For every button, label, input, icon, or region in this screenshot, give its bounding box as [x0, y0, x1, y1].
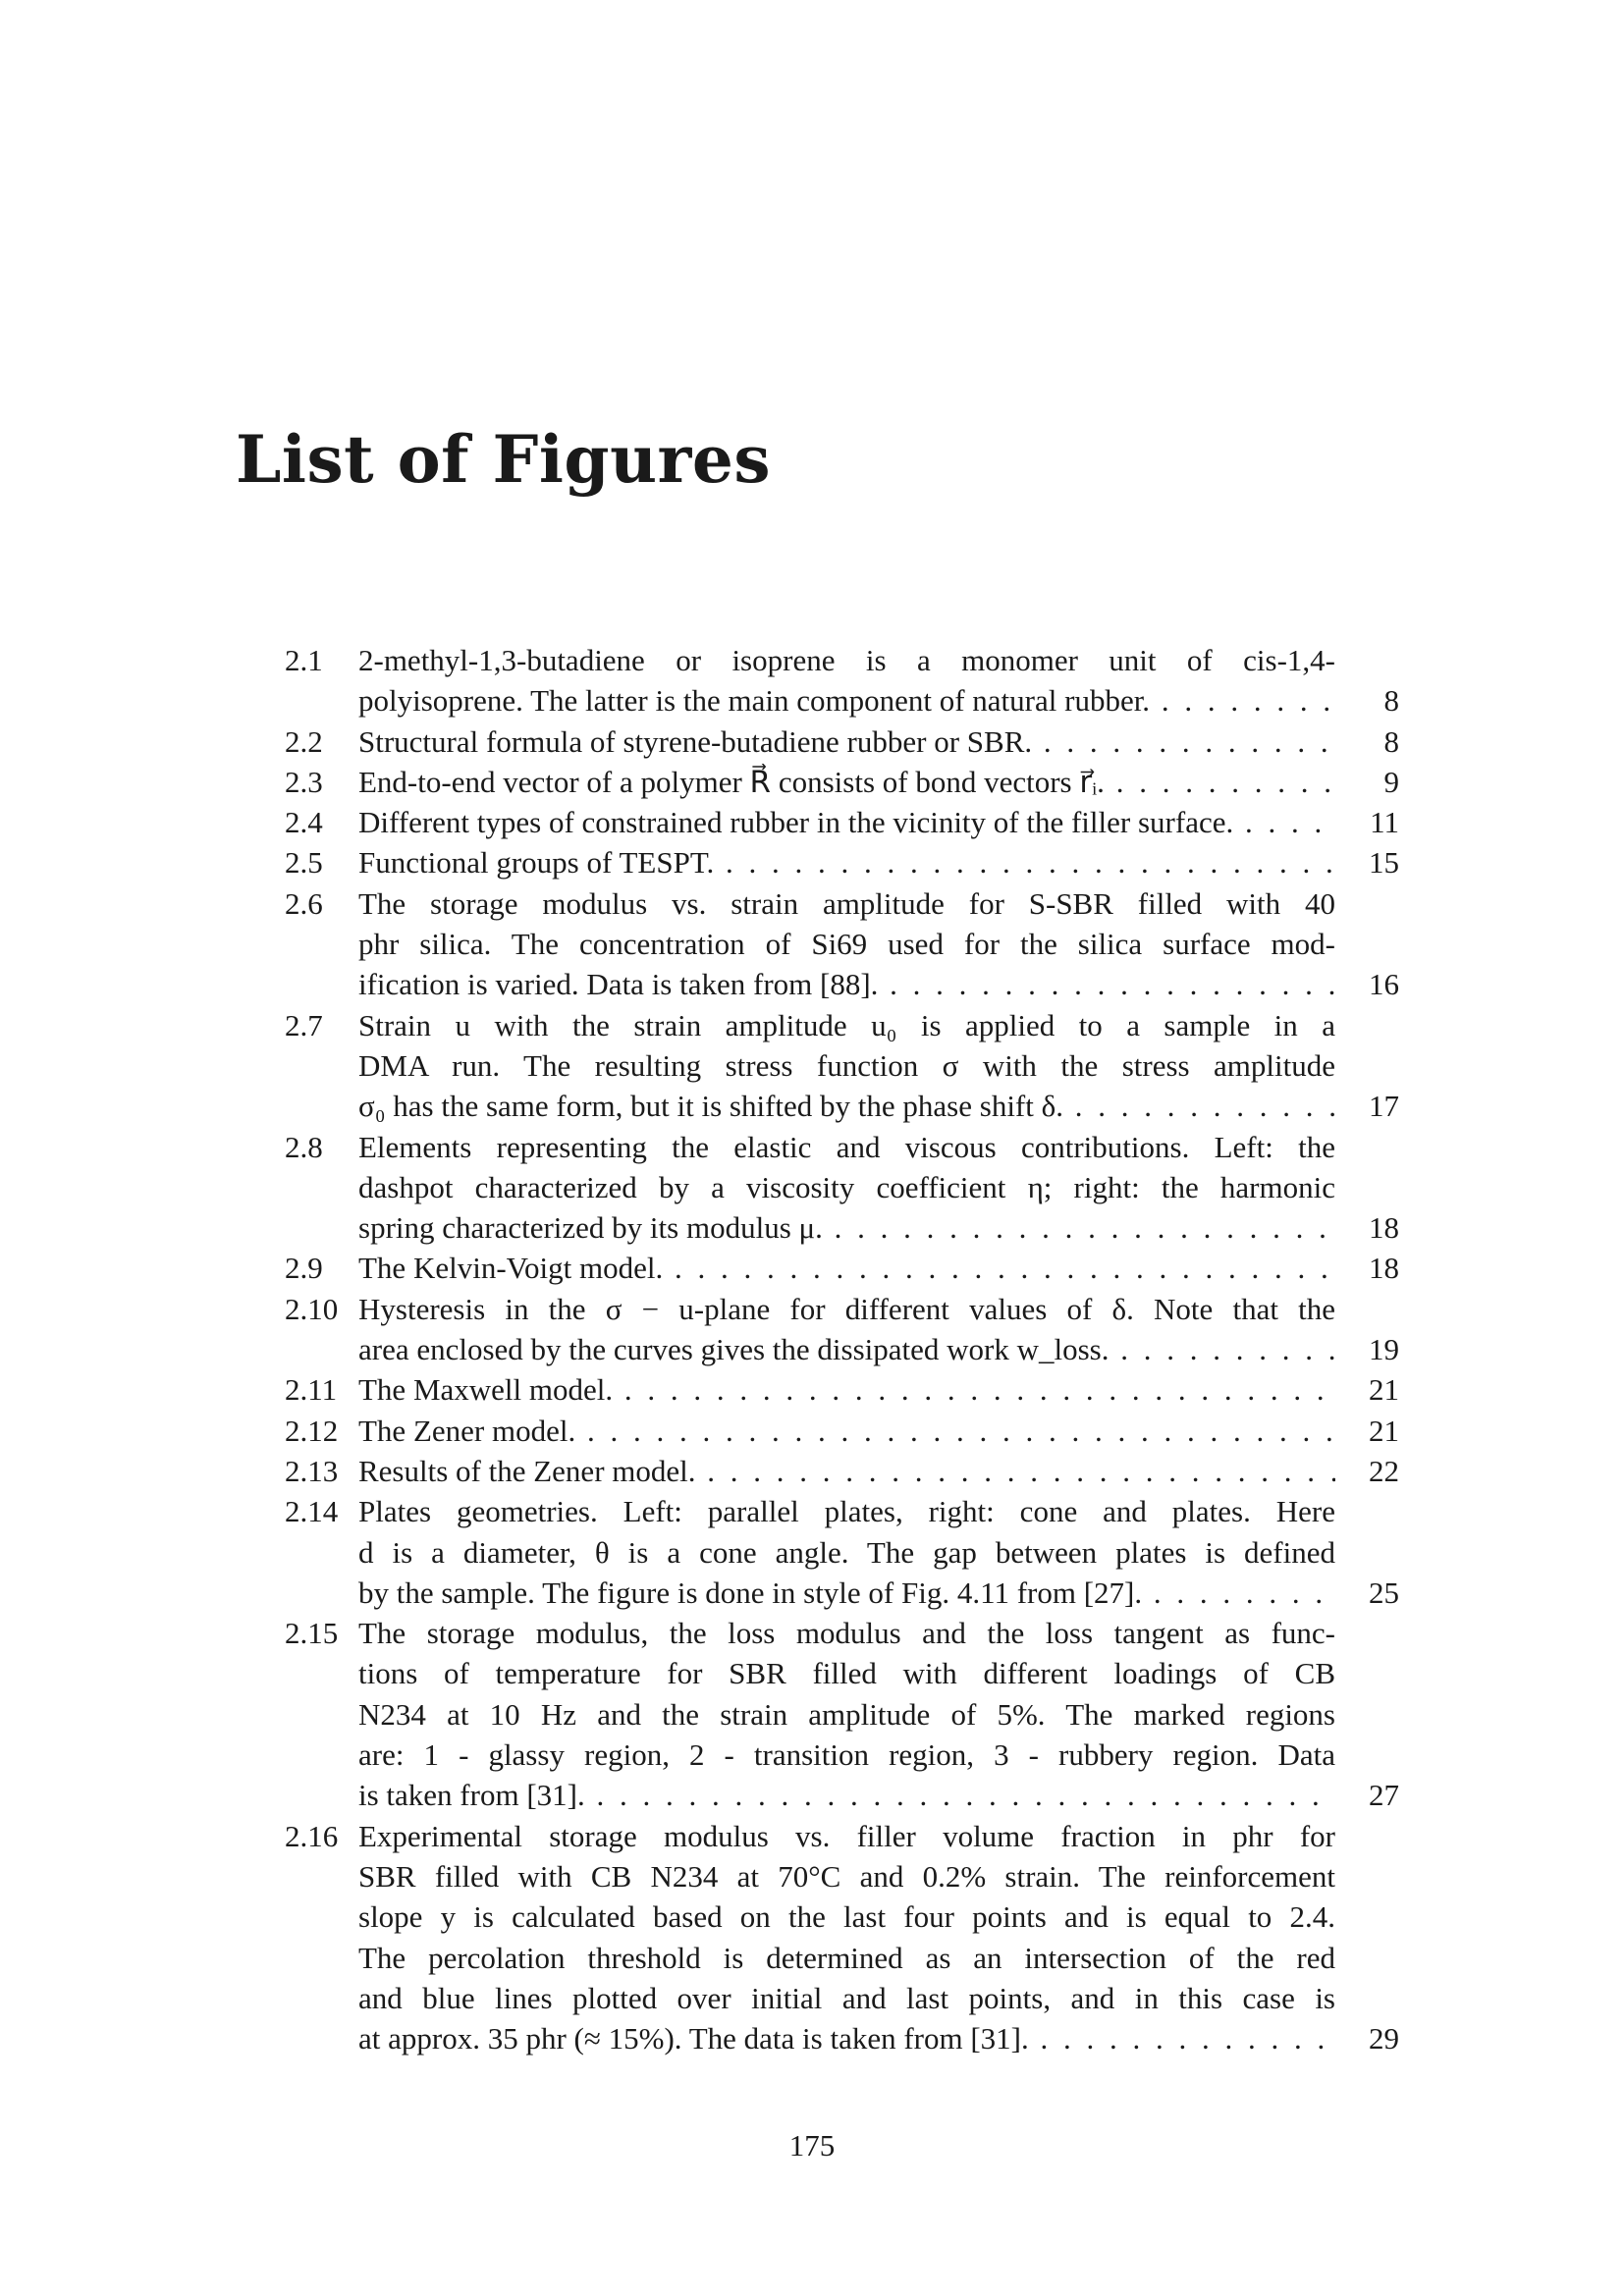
figure-number: 2.7 — [285, 1007, 323, 1042]
figure-page-number: 16 — [1369, 967, 1399, 1002]
figure-number: 2.11 — [285, 1372, 338, 1408]
figure-caption — [358, 1491, 1335, 1613]
figure-number: 2.9 — [285, 1251, 323, 1286]
figure-caption-line: Plates geometries. Left: parallel plates, right: cone and plates. Here — [358, 1494, 1335, 1529]
figure-page-number: 18 — [1369, 1251, 1399, 1286]
figure-caption — [358, 1289, 1335, 1370]
figure-number: 2.2 — [285, 723, 323, 759]
figure-page-number: 15 — [1369, 845, 1399, 881]
figure-caption-line: are: 1 - glassy region, 2 - transition region, 3 - rubbery region. Data — [358, 1737, 1335, 1773]
figure-caption-line: is taken from [31]. . . . — [358, 1775, 1335, 1815]
figure-caption — [358, 762, 1335, 802]
figure-caption-line: 2-methyl-1,3-butadiene or isoprene is a monomer unit of cis-1,4- — [358, 643, 1335, 677]
figure-caption — [358, 1005, 1335, 1127]
figure-caption-line: The Maxwell model. . . . — [358, 1369, 1335, 1410]
figure-number: 2.8 — [285, 1129, 323, 1164]
figure-caption-line: N234 at 10 Hz and the strain amplitude of 5%. The marked regions — [358, 1696, 1335, 1732]
figure-page-number: 11 — [1370, 805, 1399, 840]
figure-caption-line: The Kelvin-Voigt model. . . . — [358, 1248, 1335, 1288]
figure-caption-line: End-to-end vector of a polymer R⃗ consists of bond vectors r⃗ᵢ. . . . — [358, 762, 1335, 802]
figure-caption — [358, 640, 1335, 721]
figure-caption-line: polyisoprene. The latter is the main component of natural rubber. . . . — [358, 680, 1335, 721]
figure-caption-line: Results of the Zener model. . . . — [358, 1451, 1335, 1491]
figure-entry[interactable] — [285, 1127, 1399, 1249]
figure-caption — [358, 1816, 1335, 2059]
figure-number: 2.13 — [285, 1453, 339, 1488]
figure-page-number: 9 — [1383, 764, 1399, 799]
figure-caption — [358, 1411, 1335, 1451]
figure-entry[interactable] — [285, 1411, 1399, 1451]
figure-caption-line: Strain u with the strain amplitude u₀ is applied to a sample in a — [358, 1007, 1335, 1042]
figure-number: 2.6 — [285, 885, 323, 921]
figure-number: 2.14 — [285, 1494, 339, 1529]
figure-entry[interactable] — [285, 1369, 1399, 1410]
figure-page-number: 18 — [1369, 1210, 1399, 1246]
figure-caption-line: The storage modulus vs. strain amplitude for S-SBR filled with 40 — [358, 885, 1335, 921]
figure-caption — [358, 1248, 1335, 1288]
page-number: 175 — [788, 2128, 836, 2163]
figure-entry[interactable] — [285, 1491, 1399, 1613]
figure-caption-line: area enclosed by the curves gives the dissipated work w_loss. . . . — [358, 1329, 1335, 1369]
figure-caption — [358, 1613, 1335, 1815]
figure-caption-line: SBR filled with CB N234 at 70°C and 0.2% strain. The reinforcement — [358, 1858, 1335, 1894]
figure-caption — [358, 842, 1335, 882]
figure-caption-line: Functional groups of TESPT. . . . — [358, 842, 1335, 882]
figure-caption-line: The storage modulus, the loss modulus and the loss tangent as func- — [358, 1616, 1335, 1651]
figure-caption-line: spring characterized by its modulus μ. . . . — [358, 1207, 1335, 1248]
figure-entry[interactable] — [285, 640, 1399, 721]
figure-caption-line: dashpot characterized by a viscosity coefficient η; right: the harmonic — [358, 1169, 1335, 1204]
figure-page-number: 29 — [1369, 2021, 1399, 2056]
figure-caption-line: Experimental storage modulus vs. filler volume fraction in phr for — [358, 1818, 1335, 1853]
figure-entry[interactable] — [285, 802, 1399, 842]
figure-caption-line: by the sample. The figure is done in style of Fig. 4.11 from [27]. . . . — [358, 1573, 1335, 1613]
figure-page-number: 17 — [1369, 1089, 1399, 1124]
figure-caption-line: σ₀ has the same form, but it is shifted by the phase shift δ. . . . — [358, 1086, 1335, 1126]
figure-caption-line: Hysteresis in the σ − u-plane for different values of δ. Note that the — [358, 1291, 1335, 1326]
figure-page-number: 22 — [1369, 1453, 1399, 1488]
figure-caption-line: tions of temperature for SBR filled with different loadings of CB — [358, 1656, 1335, 1691]
figure-caption-line: phr silica. The concentration of Si69 used for the silica surface mod- — [358, 927, 1335, 962]
figure-caption-line: d is a diameter, θ is a cone angle. The gap between plates is defined — [358, 1534, 1335, 1570]
figure-number: 2.15 — [285, 1616, 339, 1651]
figure-entry[interactable] — [285, 1005, 1399, 1127]
figure-entry[interactable] — [285, 721, 1399, 762]
figure-number: 2.5 — [285, 845, 323, 881]
figure-entry[interactable] — [285, 1816, 1399, 2059]
figure-number: 2.1 — [285, 643, 323, 677]
figure-caption — [358, 1369, 1335, 1410]
figure-entry[interactable] — [285, 1248, 1399, 1288]
figure-page-number: 8 — [1383, 683, 1399, 719]
figure-caption-line: The Zener model. . . . — [358, 1411, 1335, 1451]
figure-page-number: 8 — [1383, 723, 1399, 759]
figure-caption-line: slope y is calculated based on the last four points and is equal to 2.4. — [358, 1899, 1335, 1935]
figure-caption — [358, 721, 1335, 762]
figure-page-number: 21 — [1369, 1372, 1399, 1408]
figure-caption — [358, 1451, 1335, 1491]
figure-caption-line: Different types of constrained rubber in the vicinity of the filler surface. . . . — [358, 802, 1335, 842]
figure-caption-line: and blue lines plotted over initial and last points, and in this case is — [358, 1980, 1335, 2015]
figure-caption-line: Elements representing the elastic and viscous contributions. Left: the — [358, 1129, 1335, 1164]
figure-caption — [358, 1127, 1335, 1249]
page-title: List of Figures — [236, 421, 771, 498]
figure-caption-line: DMA run. The resulting stress function σ with the stress amplitude — [358, 1047, 1335, 1083]
figure-caption-line: at approx. 35 phr (≈ 15%). The data is taken from [31]. . . . — [358, 2018, 1335, 2058]
figure-number: 2.12 — [285, 1413, 339, 1448]
figure-page-number: 21 — [1369, 1413, 1399, 1448]
figure-entry[interactable] — [285, 883, 1399, 1005]
figure-entry[interactable] — [285, 842, 1399, 882]
figure-number: 2.3 — [285, 764, 323, 799]
list-of-figures — [285, 640, 1399, 2058]
figure-caption-line: Structural formula of styrene-butadiene rubber or SBR. . . . — [358, 721, 1335, 762]
figure-caption — [358, 802, 1335, 842]
figure-page-number: 27 — [1369, 1778, 1399, 1813]
figure-number: 2.10 — [285, 1291, 339, 1326]
figure-entry[interactable] — [285, 1451, 1399, 1491]
figure-entry[interactable] — [285, 762, 1399, 802]
figure-number: 2.16 — [285, 1818, 339, 1853]
figure-entry[interactable] — [285, 1289, 1399, 1370]
figure-caption — [358, 883, 1335, 1005]
figure-page-number: 25 — [1369, 1575, 1399, 1610]
figure-page-number: 19 — [1369, 1332, 1399, 1367]
figure-caption-line: The percolation threshold is determined as an intersection of the red — [358, 1940, 1335, 1975]
figure-entry[interactable] — [285, 1613, 1399, 1815]
figure-caption-line: ification is varied. Data is taken from [88]. . . . — [358, 964, 1335, 1004]
figure-number: 2.4 — [285, 805, 323, 840]
